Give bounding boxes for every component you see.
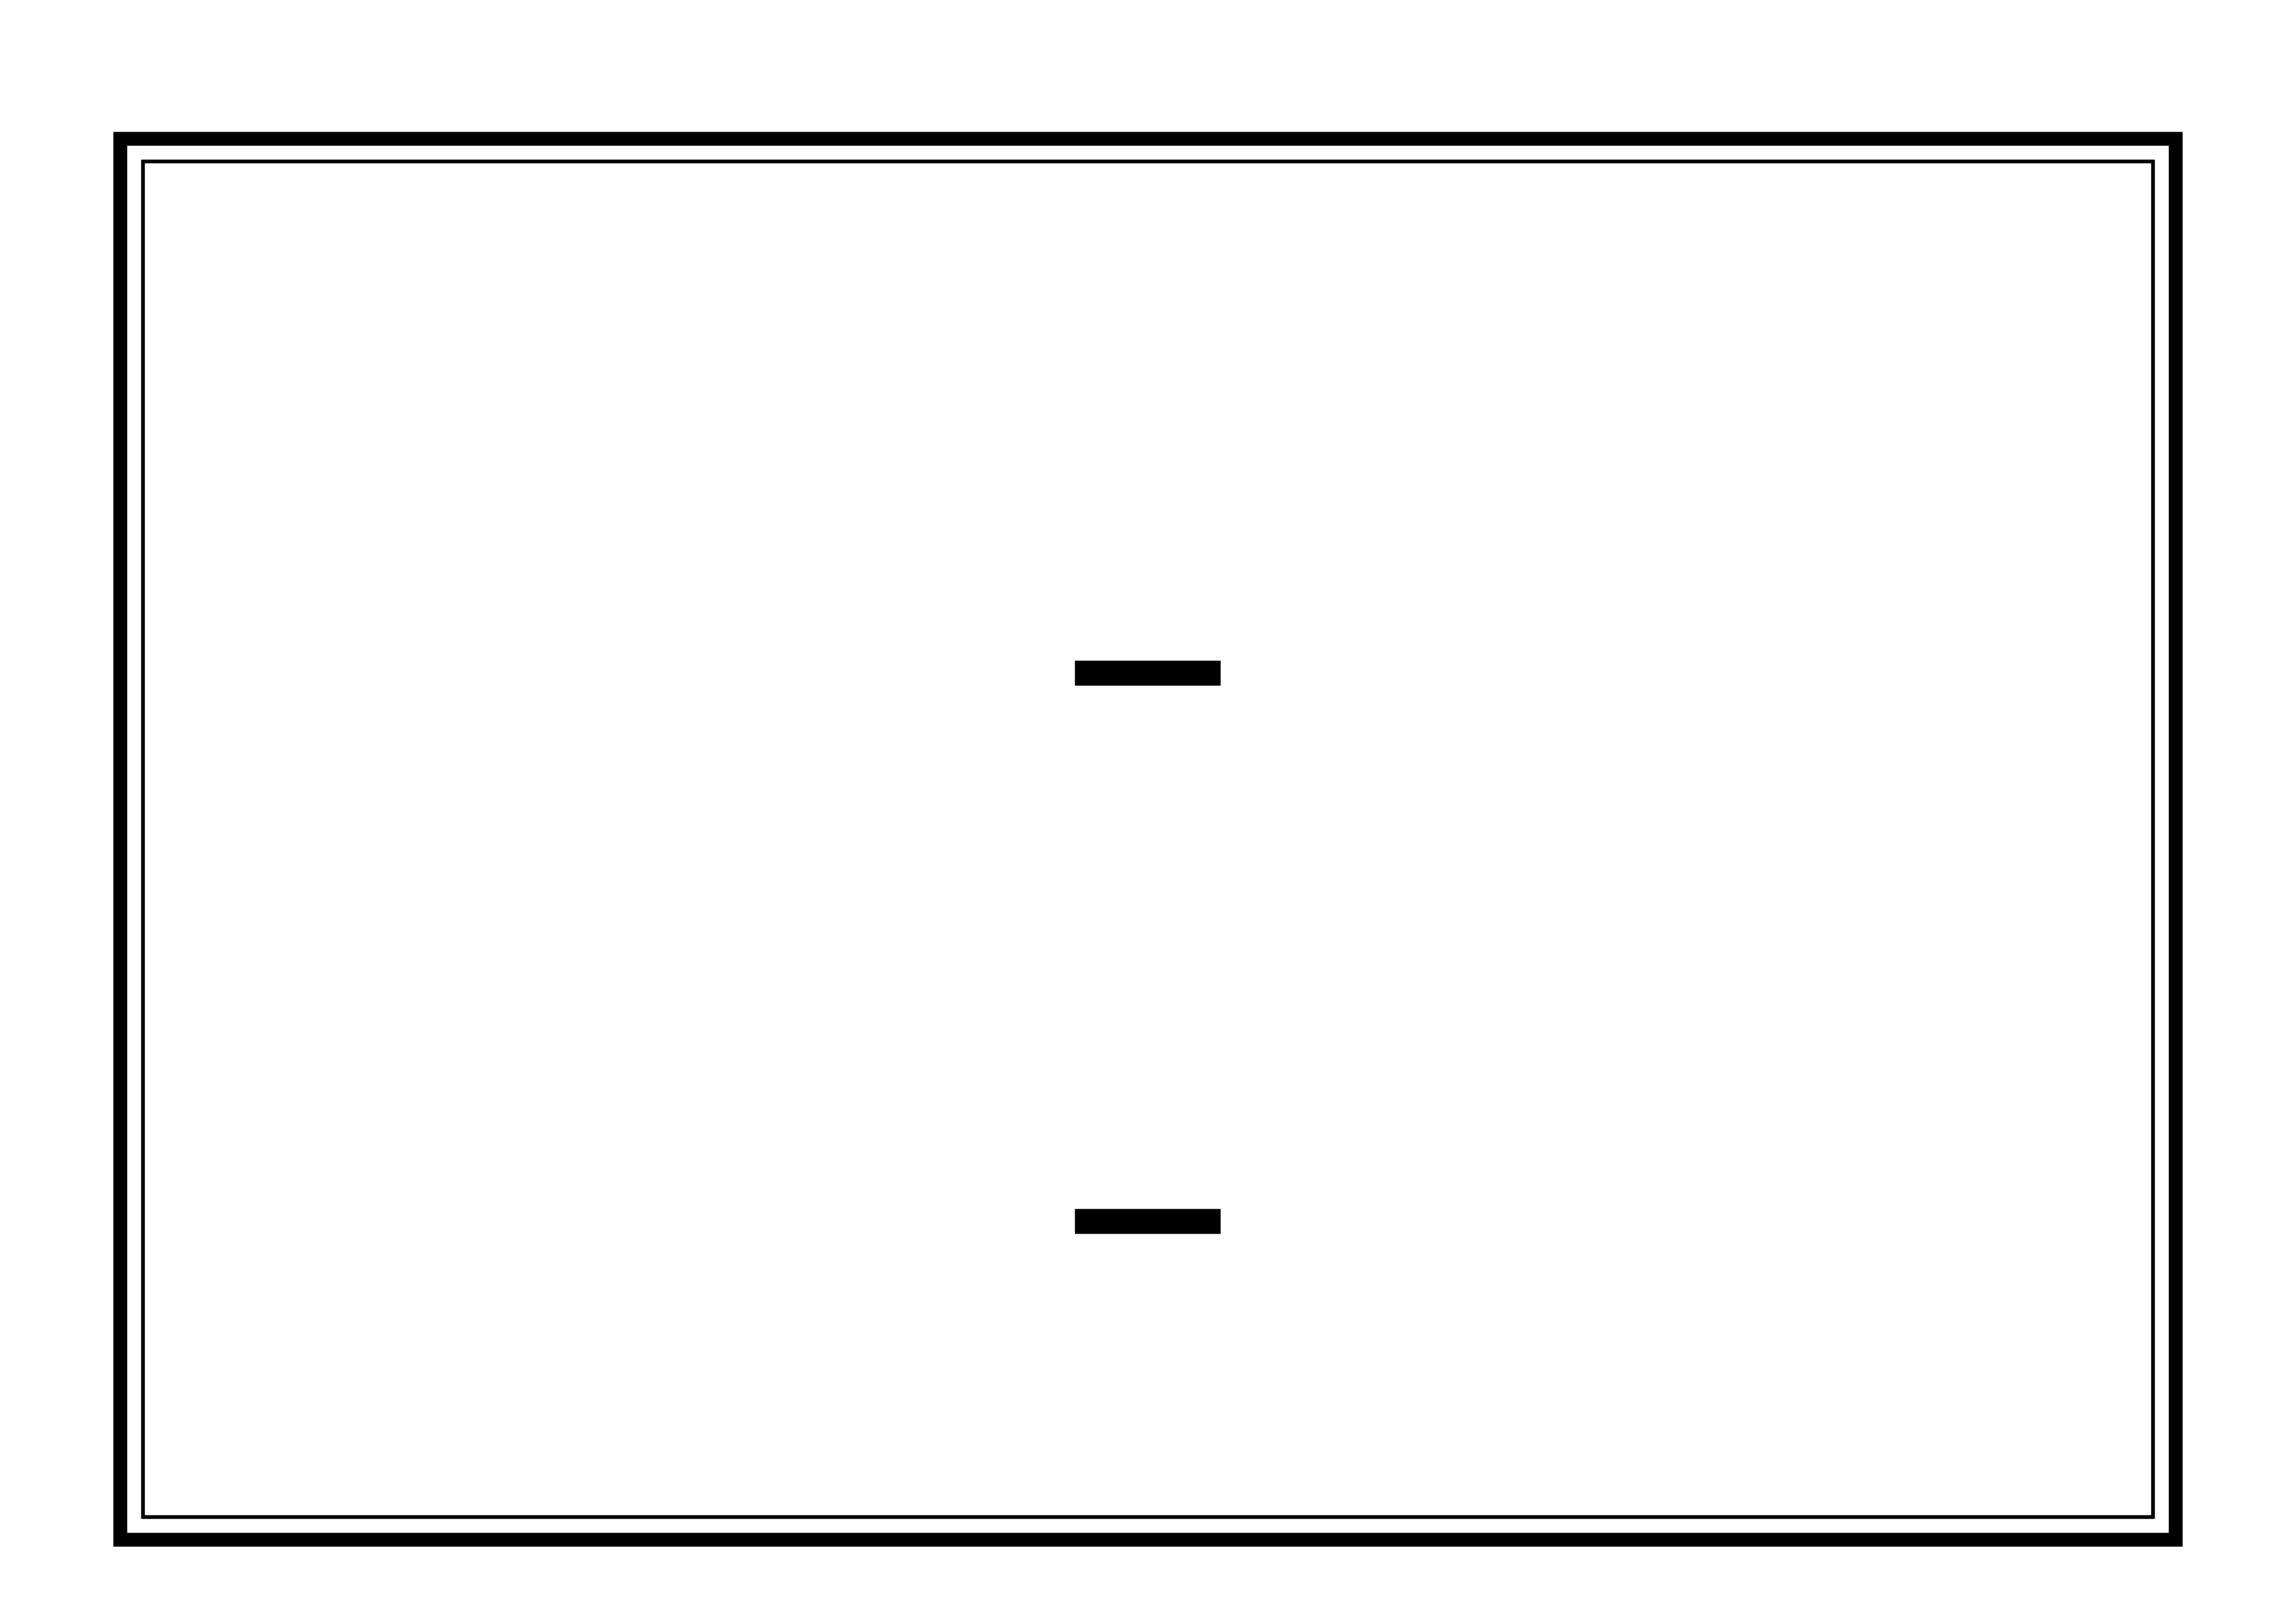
hall-name xyxy=(1075,1232,1221,1510)
band-divider-top xyxy=(1075,661,1221,686)
center-title-band xyxy=(1075,163,1221,1515)
book-title xyxy=(1075,163,1221,654)
band-divider-bottom xyxy=(1075,1209,1221,1234)
